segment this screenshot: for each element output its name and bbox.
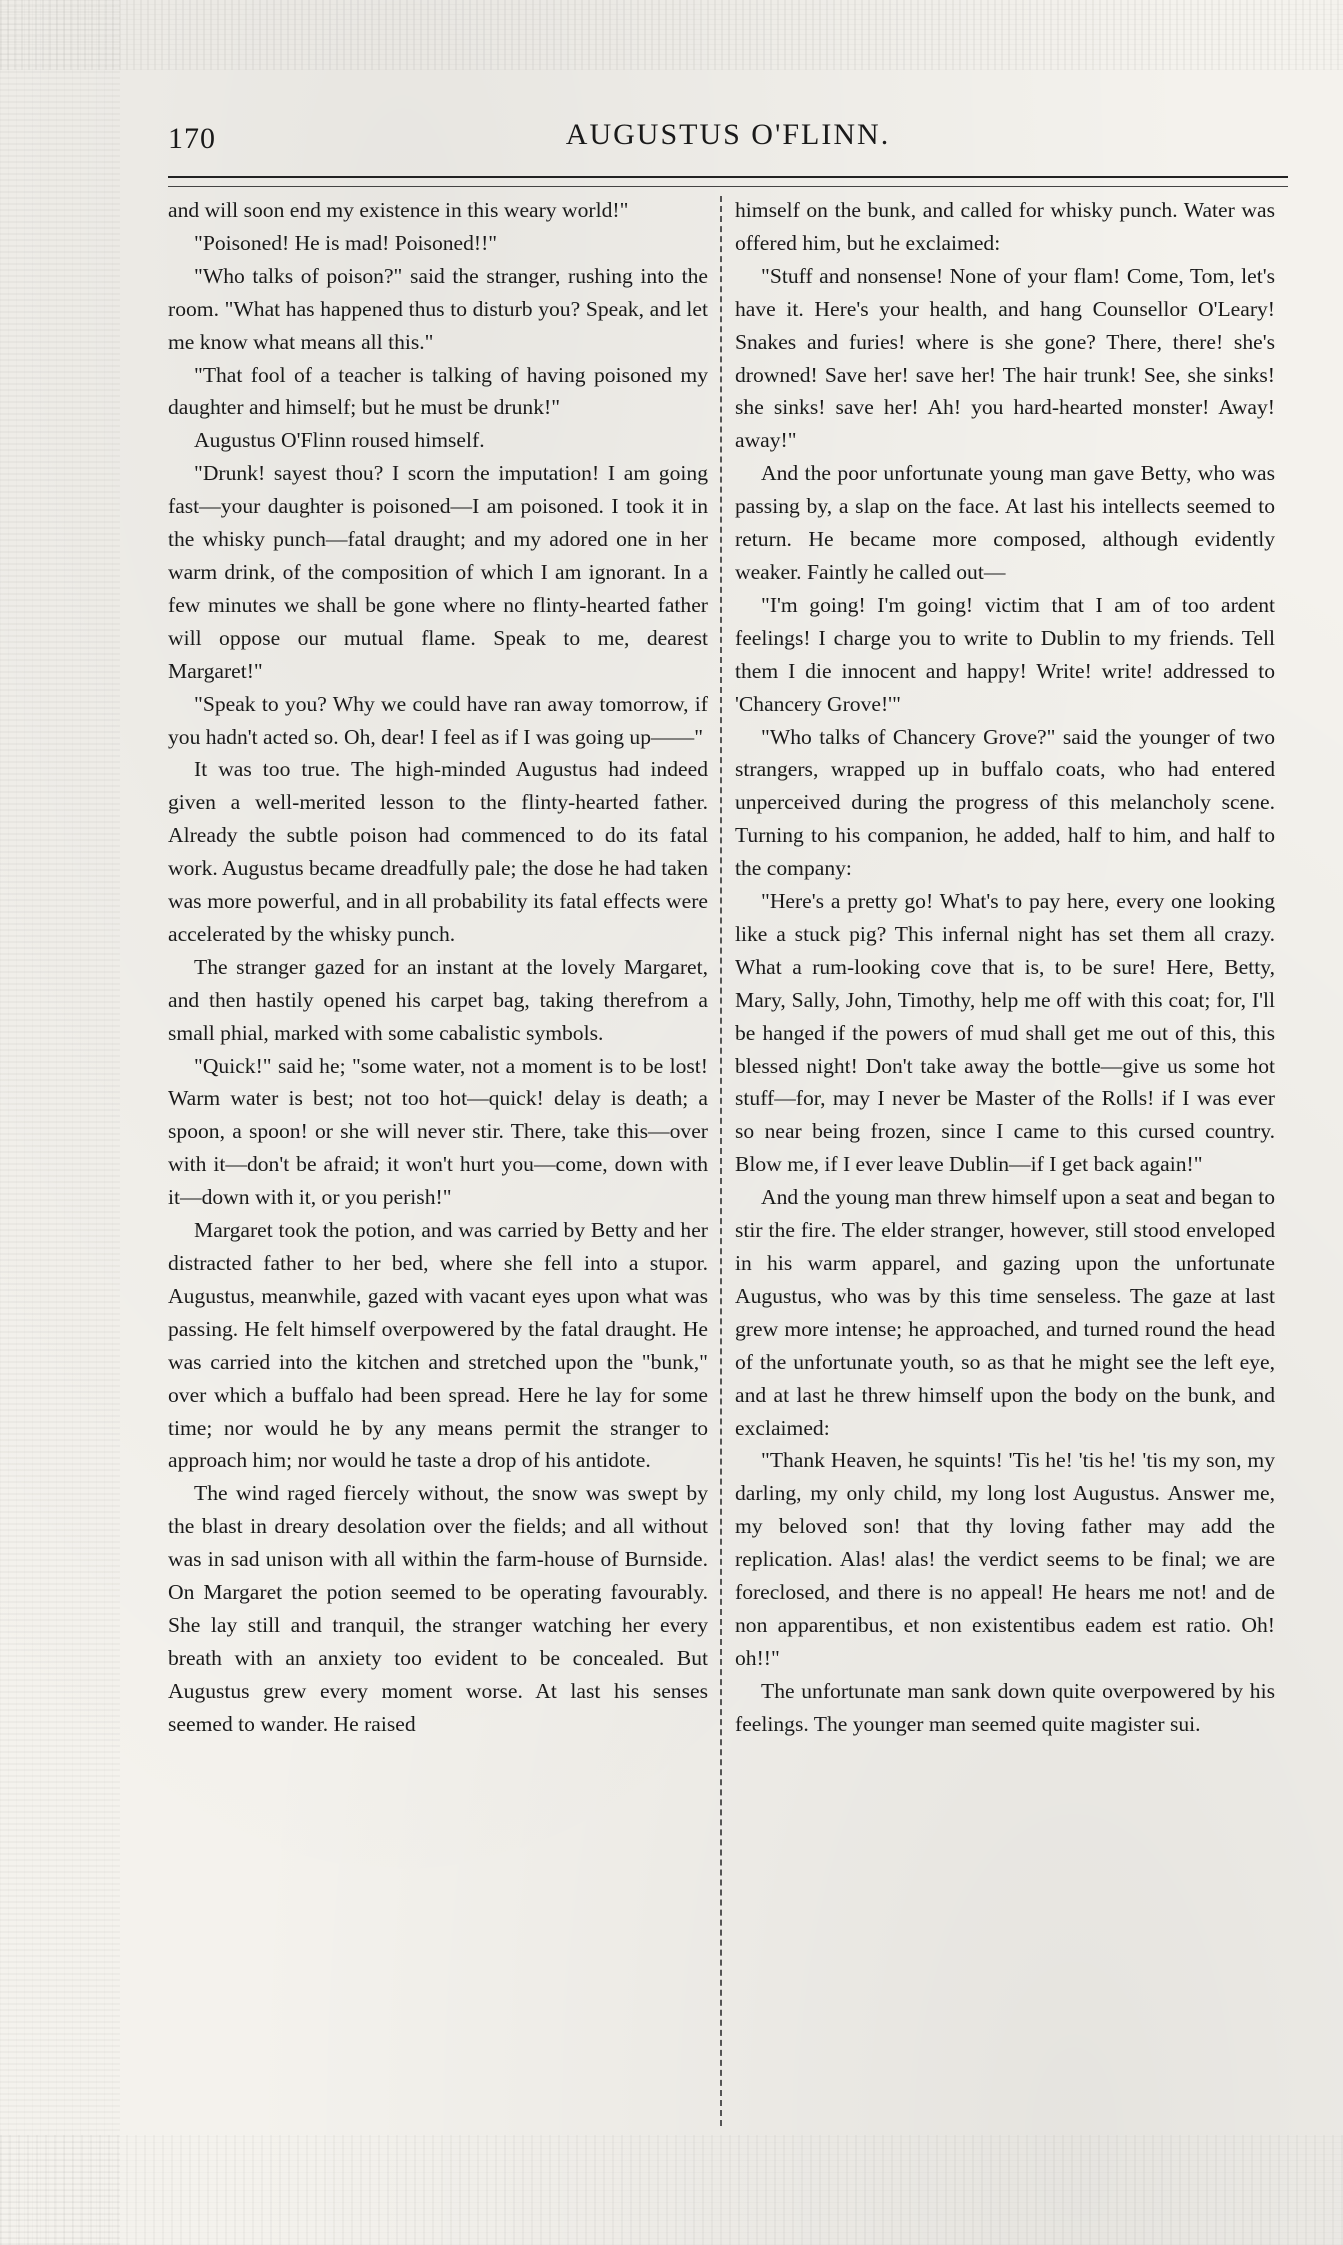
paragraph: It was too true. The high-minded Augustus had indeed given a well-merited lesson to the flinty-hearted father. Already the subtle poison had commenced to do its fatal work. Augustus became dreadfully pale; the dose he had taken was more powerful, and in all probability its fatal effects were accelerated by the whisky punch. [168,757,708,946]
left-column [168,194,708,1741]
page-header [168,118,1288,158]
paragraph: "Here's a pretty go! What's to pay here, every one looking like a stuck pig? This infernal night has set them all crazy. What a rum-looking cove that is, to be sure! Here, Betty, Mary, Sally, John, Timothy, help me off with this coat; for, I'll be hanged if the powers of mud shall get me out of this, this blessed night! Don't take away the bottle—give us some hot stuff—for, may I never be Master of the Rolls! if I was ever so near being frozen, since I came to this cursed country. Blow me, if I ever leave Dublin—if I get back again!" [735,889,1275,1177]
paragraph: and will soon end my existence in this weary world!" [168,198,629,222]
page-number: 170 [168,122,216,155]
paragraph: Augustus O'Flinn roused himself. [194,428,485,453]
paragraph: "I'm going! I'm going! victim that I am of too ardent feelings! I charge you to write to Dublin to my friends. Tell them I die innocent and happy! Write! write! addressed to 'Chancery Grove!'" [735,592,1275,716]
scan-noise-top [0,0,1343,70]
paragraph: "Who talks of Chancery Grove?" said the younger of two strangers, wrapped up in buffalo coats, who had entered unperceived during the progress of this melancholy scene. Turning to his companion, he added, half to him, and half to the company: [735,724,1275,881]
scan-noise-bottom [0,2135,1343,2245]
paragraph: Margaret took the potion, and was carried by Betty and her distracted father to her bed, where she fell into a stupor. Augustus, meanwhile, gazed with vacant eyes upon what was passing. He felt himself overpowered by the fatal draught. He was carried into the kitchen and stretched upon the "bunk," over which a buffalo had been spread. Here he lay for some time; nor would he by any means permit the stranger to approach him; nor would he taste a drop of his antidote. [168,1218,708,1473]
paragraph: "Quick!" said he; "some water, not a moment is to be lost! Warm water is best; not too hot—quick! delay is death; a spoon, a spoon! or she will never stir. There, take this—over with it—don't be afraid; it won't hurt you—come, down with it—down with it, or you perish!" [168,1053,708,1210]
scan-noise-left [0,0,120,2245]
paragraph: "That fool of a teacher is talking of having poisoned my daughter and himself; but he must be drunk!" [168,362,708,420]
running-title: AUGUSTUS O'FLINN. [565,118,891,151]
paragraph: "Stuff and nonsense! None of your flam! Come, Tom, let's have it. Here's your health, and hang Counsellor O'Leary! Snakes and furies! where is she gone? There, there! she's drowned! Save her! save her! The hair trunk! See, she sinks! she sinks! save her! Ah! you hard-hearted monster! Away! away!" [735,263,1275,453]
paragraph: "Speak to you? Why we could have ran away tomorrow, if you hadn't acted so. Oh, dear! I feel as if I was going up——" [168,691,708,749]
paragraph: himself on the bunk, and called for whisky punch. Water was offered him, but he exclaimed: [735,198,1275,255]
paragraph: "Thank Heaven, he squints! 'Tis he! 'tis he! 'tis my son, my darling, my only child, my long lost Augustus. Answer me, my beloved son! that thy loving father may add the replication. Alas! alas! the verdict seems to be final; we are foreclosed, and there is no appeal! He hears me not! and de non apparentibus, et non existentibus eadem est ratio. Oh! oh!!" [735,1448,1275,1670]
paragraph: "Drunk! sayest thou? I scorn the imputation! I am going fast—your daughter is poisoned—I am poisoned. I took it in the whisky punch—fatal draught; and my adored one in her warm drink, of the composition of which I am ignorant. In a few minutes we shall be gone where no flinty-hearted father will oppose our mutual flame. Speak to me, dearest Margaret!" [168,461,708,683]
paragraph: The wind raged fiercely without, the snow was swept by the blast in dreary desolation over the fields; and all without was in sad unison with all within the farm-house of Burnside. On Margaret the potion seemed to be operating favourably. She lay still and tranquil, the stranger watching her every breath with an anxiety too evident to be concealed. But Augustus grew every moment worse. At last his senses seemed to wander. He raised [168,1481,708,1736]
header-rule [168,176,1288,187]
paragraph: "Poisoned! He is mad! Poisoned!!" [194,230,498,255]
paragraph: "Who talks of poison?" said the stranger, rushing into the room. "What has happened thus to disturb you? Speak, and let me know what means all this." [168,263,708,354]
paragraph: And the poor unfortunate young man gave Betty, who was passing by, a slap on the face. At last his intellects seemed to return. He became more composed, although evidently weaker. Faintly he called out— [735,461,1275,584]
column-divider [720,196,722,2126]
right-column [735,194,1275,1741]
paragraph: The unfortunate man sank down quite overpowered by his feelings. The younger man seemed quite magister sui. [735,1678,1275,1736]
paragraph: And the young man threw himself upon a seat and began to stir the fire. The elder stranger, however, still stood enveloped in his warm apparel, and gazing upon the unfortunate Augustus, who was by this time senseless. The gaze at last grew more intense; he approached, and turned round the head of the unfortunate youth, so as that he might see the left eye, and at last he threw himself upon the body on the bunk, and exclaimed: [735,1185,1275,1440]
paragraph: The stranger gazed for an instant at the lovely Margaret, and then hastily opened his carpet bag, taking therefrom a small phial, marked with some cabalistic symbols. [168,954,708,1045]
